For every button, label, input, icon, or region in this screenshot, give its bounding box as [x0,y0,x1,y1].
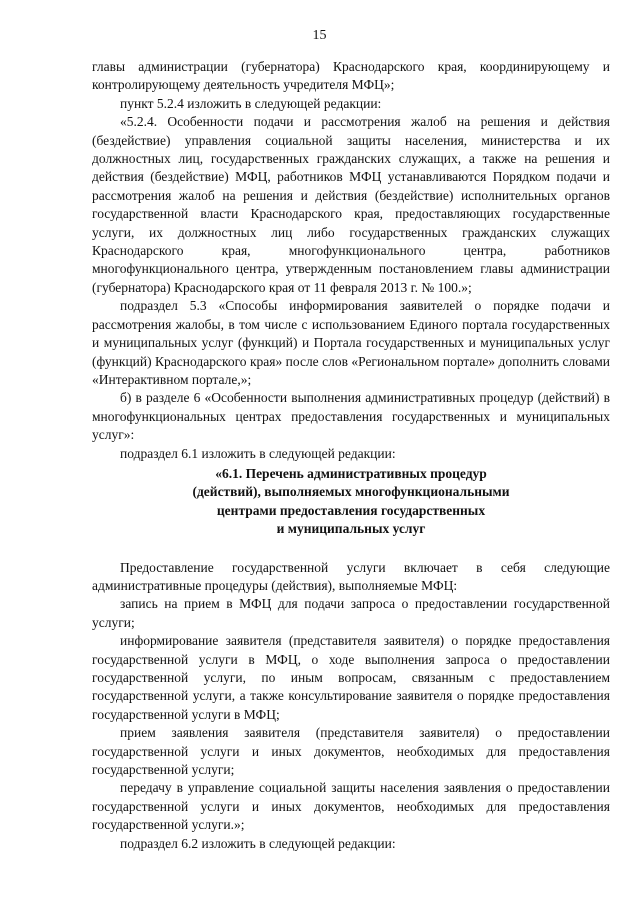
section-title-line: и муниципальных услуг [276,521,426,537]
section-title-line: «6.1. Перечень административных процедур [215,465,487,481]
paragraph-subsection-5-3: подраздел 5.3 «Способы информирования заявителей о порядке подачи и рассмотрения жалобы, в том числе с использованием Единого портала государственных и муниципальных услуг (функций) и Портала государственных и муниципальных услуг (функций) Краснодарского края» после слов «Региональном портале» дополнить словами «Интерактивном портале,»; [92,298,610,387]
paragraph-continuation: главы администрации (губернатора) Краснодарского края, координирующему и контролирующему деятельность учредителя МФЦ»; [92,59,610,93]
paragraph-section-6: б) в разделе 6 «Особенности выполнения административных процедур (действий) в многофункциональных центрах предоставления государственных и муниципальных услуг»: [92,390,610,443]
section-title-line: центрами предоставления государственных [216,502,486,518]
spacer [92,539,610,559]
section-title-line: (действий), выполняемых многофункциональными [192,484,510,500]
document-body [92,58,610,853]
page-number: 15 [312,28,327,43]
section-title [92,465,610,539]
paragraph-subsection-6-2-intro: подраздел 6.2 изложить в следующей редакции: [120,835,396,851]
paragraph-procedures-intro: Предоставление государственной услуги включает в себя следующие административные процедуры (действия), выполняемые МФЦ: [92,559,610,593]
paragraph-clause-5-2-4-intro: пункт 5.2.4 изложить в следующей редакции: [120,95,382,111]
paragraph-procedure-item: прием заявления заявителя (представителя заявителя) о предоставлении государственной услуги и иных документов, необходимых для предоставления государственной услуги; [92,725,610,778]
paragraph-procedure-item: передачу в управление социальной защиты населения заявления о предоставлении государственной услуги и иных документов, необходимых для предоставления государственной услуги.»; [92,780,610,833]
paragraph-procedure-item: информирование заявителя (представителя заявителя) о порядке предоставления государственной услуги в МФЦ, о ходе выполнения запроса о предоставлении государственной услуги, по иным вопросам, связанным с предоставлением государственной услуги, а также консультирование заявителя о порядке предоставления государственной услуги в МФЦ; [92,633,610,722]
paragraph-clause-5-2-4: «5.2.4. Особенности подачи и рассмотрения жалоб на решения и действия (бездействие) управления социальной защиты населения, министерства и их должностных лиц, государственных гражданских служащих, а также на решения и действия (бездействие) МФЦ, работников МФЦ устанавливаются Порядком подачи и рассмотрения жалоб на решения и действия (бездействие) исполнительных органов государственной власти Краснодарского края, предоставляющих государственные услуги, их должностных лиц либо государственных гражданских служащих Краснодарского края, многофункционального центра, работников многофункционального центра, утвержденным постановлением главы администрации (губернатора) Краснодарского края от 11 февраля 2013 г. № 100.»; [92,114,610,295]
paragraph-procedure-item: запись на прием в МФЦ для подачи запроса о предоставлении государственной услуги; [92,596,610,630]
paragraph-subsection-6-1-intro: подраздел 6.1 изложить в следующей редакции: [120,445,396,461]
